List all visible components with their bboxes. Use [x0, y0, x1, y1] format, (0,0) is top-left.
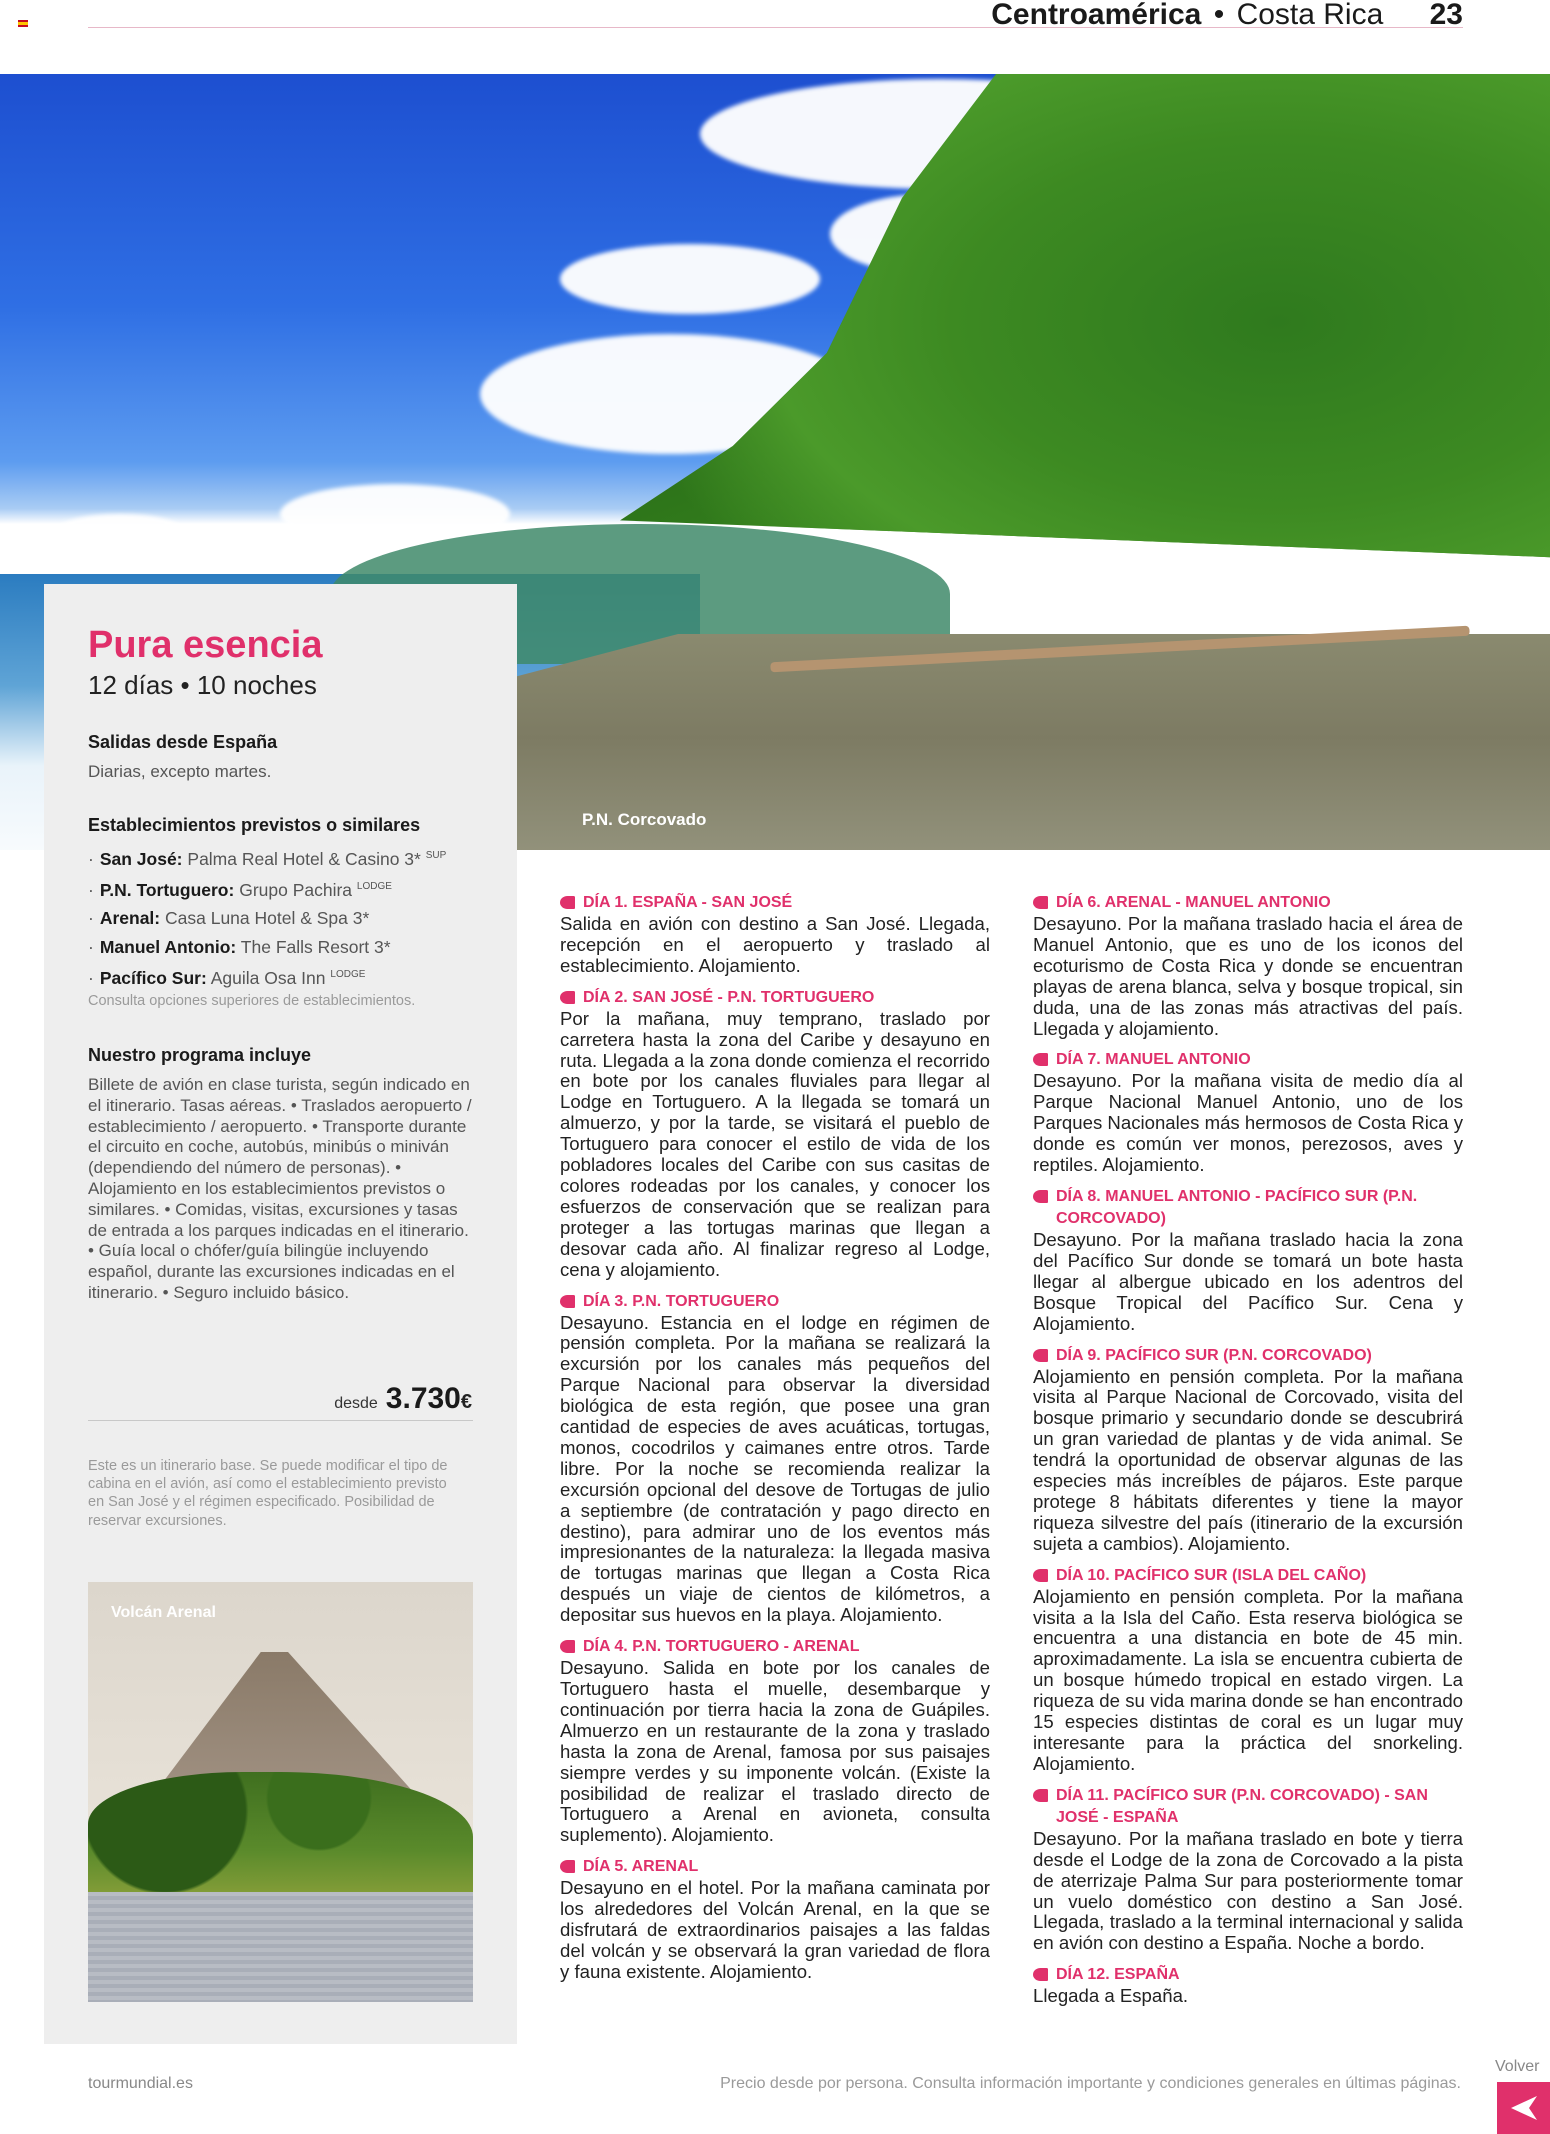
- header-country: Costa Rica: [1236, 0, 1384, 31]
- day-entry: [1033, 1964, 1463, 2007]
- arrow-bullet-icon: [1033, 1968, 1048, 1981]
- day-text: Salida en avión con destino a San José. Llegada, recepción en el aeropuerto y traslado al establecimiento. Alojamiento.: [560, 913, 990, 976]
- back-arrow-icon: [1509, 2093, 1539, 2123]
- hotel-name: Casa Luna Hotel & Spa 3*: [165, 908, 370, 929]
- day-entry: [560, 1636, 990, 1846]
- day-title: DÍA 6. ARENAL - MANUEL ANTONIO: [1056, 894, 1331, 911]
- day-text: Desayuno. Por la mañana visita de medio día al Parque Nacional Manuel Antonio, uno de los Parques Nacionales más hermosos de Costa Rica y donde es común ver monos, perezosos, aves y reptiles. Alojamiento.: [1033, 1070, 1463, 1176]
- day-title: DÍA 5. ARENAL: [583, 1858, 699, 1876]
- day-text: Llegada a España.: [1033, 1985, 1189, 2007]
- includes-title: Nuestro programa incluye: [88, 1045, 312, 1065]
- day-title: DÍA 7. MANUEL ANTONIO: [1056, 1051, 1251, 1069]
- hotel-item: · Arenal: Casa Luna Hotel & Spa 3*: [88, 908, 370, 929]
- day-text: Alojamiento en pensión completa. Por la mañana visita al Parque Nacional de Corcovado, visita del bosque primario y secundario donde se descubrirá un gran variedad de plantas y de vida animal. Se tendrá la oportunidad de observar algunas de las especies más increíbles de pájaros. Este parque protege 8 hábitats diferentes y tiene la mayor riqueza silvestre del país (itinerario de la excursión sujeta a cambios). Alojamiento.: [1033, 1365, 1463, 1554]
- day-entry: [1033, 892, 1463, 1039]
- arrow-bullet-icon: [560, 1295, 575, 1308]
- hotel-category: LODGE: [356, 881, 392, 893]
- day-entry: [560, 1291, 990, 1627]
- arrow-bullet-icon: [1033, 1789, 1048, 1802]
- departures-text: Diarias, excepto martes.: [88, 762, 272, 781]
- day-title: DÍA 12. ESPAÑA: [1056, 1966, 1180, 1984]
- hotel-place: Pacífico Sur:: [99, 967, 207, 988]
- arrow-bullet-icon: [1033, 896, 1048, 909]
- day-entry: [1033, 1785, 1463, 1954]
- footer-website: tourmundial.es: [88, 2075, 193, 2092]
- hotels-title: Establecimientos previstos o similares: [88, 815, 421, 835]
- hotel-item: · San José: Palma Real Hotel & Casino 3* $^{SUP}$: [88, 848, 447, 869]
- hotel-category: LODGE: [330, 968, 366, 980]
- day-title: DÍA 1. ESPAÑA - SAN JOSÉ: [583, 894, 793, 911]
- day-entry: [1033, 1345, 1463, 1555]
- day-title: DÍA 9. PACÍFICO SUR (P.N. CORCOVADO): [1056, 1346, 1372, 1364]
- itinerary-column-2: [1033, 892, 1463, 2017]
- page-number: 23: [1429, 0, 1463, 31]
- arrow-bullet-icon: [560, 991, 575, 1004]
- back-button[interactable]: [1497, 2082, 1550, 2134]
- header-region: Centroamérica: [991, 0, 1202, 31]
- hotel-item: · Pacífico Sur: Aguila Osa Inn $^{LODGE}$: [88, 967, 366, 988]
- hotel-place: Manuel Antonio:: [99, 936, 237, 957]
- itinerary-disclaimer: Este es un itinerario base. Se puede modificar el tipo de cabina en el avión, así como el establecimiento previsto en San José y el régimen especificado. Posibilidad de reservar excursiones.: [88, 1458, 448, 1529]
- spain-flag-icon: [18, 20, 28, 27]
- day-title: DÍA 11. PACÍFICO SUR (P.N. CORCOVADO) - SAN JOSÉ - ESPAÑA: [1056, 1786, 1428, 1826]
- hotel-item: · Manuel Antonio: The Falls Resort 3*: [88, 936, 391, 957]
- day-text: Alojamiento en pensión completa. Por la mañana visita a la Isla del Caño. Esta reserva biológica se encuentra a una distancia en bote de 45 min. aproximadamente. La isla se encuentra cubierta de un bosque húmedo tropical en estado virgen. La riqueza de su vida marina donde se han encontrado 15 especies distintas de coral es un lugar muy interesante para la práctica del snorkeling. Alojamiento.: [1033, 1585, 1463, 1774]
- day-title: DÍA 4. P.N. TORTUGUERO - ARENAL: [583, 1638, 860, 1656]
- price-block: [334, 1382, 472, 1416]
- day-text: Desayuno. Estancia en el lodge en régimen de pensión completa. Por la mañana se realizará la excursión por los canales más pequeños del Parque Nacional para observar la diversidad biológica de esta región, que posee una gran cantidad de especies de aves acuáticas, tortugas, monos, cocodrilos y caimanes entre otros. Tarde libre. Por la noche se recomienda realizar la excursión opcional del desove de Tortugas de julio a septiembre (de contratación y pago directo en destino), para admirar uno de los eventos más impresionantes de la naturaleza: la llegada masiva de tortugas marinas que llegan a Costa Rica después un viaje de cientos de kilómetros, a depositar sus huevos en la playa. Alojamiento.: [560, 1311, 990, 1626]
- day-title: DÍA 2. SAN JOSÉ - P.N. TORTUGUERO: [583, 988, 875, 1006]
- itinerary-column-1: [560, 892, 990, 1993]
- hotel-list: [88, 842, 508, 992]
- trip-duration: 12 días • 10 noches: [88, 670, 317, 700]
- hotel-name: Grupo Pachira: [239, 879, 353, 900]
- arrow-bullet-icon: [560, 1860, 575, 1873]
- day-title: DÍA 3. P.N. TORTUGUERO: [583, 1292, 780, 1310]
- price-divider: [88, 1420, 473, 1421]
- price-from-label: desde: [334, 1395, 378, 1412]
- day-text: Desayuno en el hotel. Por la mañana caminata por los alrededores del Volcán Arenal, en la que se disfrutará de extraordinarios paisajes a las faldas del volcán y se observará la gran variedad de flora y fauna existente. Alojamiento.: [560, 1877, 990, 1982]
- day-text: Desayuno. Por la mañana traslado hacia la zona del Pacífico Sur donde se tomará un bote hasta llegar al albergue ubicado en los adentros del Bosque Tropical del Pacífico Sur. Cena y Alojamiento.: [1033, 1228, 1463, 1334]
- departures-title: Salidas desde España: [88, 732, 278, 752]
- back-label: Volver: [1495, 2058, 1540, 2075]
- trip-title: Pura esencia: [88, 624, 323, 666]
- price-amount: 3.730: [385, 1382, 461, 1415]
- day-title: DÍA 8. MANUEL ANTONIO - PACÍFICO SUR (P.N. CORCOVADO): [1056, 1187, 1418, 1227]
- day-entry: [560, 1856, 990, 1983]
- volcano-caption: Volcán Arenal: [111, 1604, 216, 1621]
- hotel-item: · P.N. Tortuguero: Grupo Pachira $^{LODGE}$: [88, 879, 392, 900]
- day-text: Desayuno. Por la mañana traslado hacia el área de Manuel Antonio, que es uno de los iconos del ecoturismo de Costa Rica y donde se encuentran playas de arena blanca, selva y bosque tropical, sin duda, una de las zonas más atractivas del país. Llegada y alojamiento.: [1033, 913, 1463, 1039]
- day-entry: [560, 987, 990, 1281]
- page-header: [991, 0, 1463, 32]
- day-title: DÍA 10. PACÍFICO SUR (ISLA DEL CAÑO): [1056, 1566, 1367, 1584]
- hotel-place: Arenal:: [99, 908, 161, 929]
- day-text: Por la mañana, muy temprano, traslado por carretera hasta la zona del Caribe y desayuno en ruta. Llegada a la zona donde comienza el recorrido en bote por los canales fluviales para llegar al Lodge en Tortuguero. A la llegada se tomará un almuerzo, y por la tarde, se visitará el pueblo de Tortuguero para conocer el estilo de vida de los pobladores locales del Caribe con sus casitas de colores rodeadas por los canales, y conocer los esfuerzos de conservación que se realizan para proteger a las tortugas marinas que llegan a desovar cada año. Al finalizar regreso al Lodge, cena y alojamiento.: [560, 1007, 990, 1280]
- volcano-photo: [88, 1582, 473, 2002]
- day-text: Desayuno. Por la mañana traslado en bote y tierra desde el Lodge de la zona de Corcovado a la pista de aterrizaje Palma Sur para posteriormente tomar un vuelo doméstico con destino a San José. Llegada, traslado a la terminal internacional y salida en avión con destino a España. Noche a bordo.: [1033, 1827, 1463, 1954]
- day-entry: [1033, 1186, 1463, 1335]
- hotels-note: Consulta opciones superiores de establecimientos.: [88, 993, 416, 1009]
- arrow-bullet-icon: [1033, 1190, 1048, 1203]
- day-entry: [1033, 1049, 1463, 1176]
- hotel-name: Palma Real Hotel & Casino 3*: [187, 848, 421, 869]
- hotel-name: Aguila Osa Inn: [210, 967, 326, 988]
- hotel-place: P.N. Tortuguero:: [99, 879, 235, 900]
- header-separator: •: [1213, 0, 1225, 31]
- day-text: Desayuno. Salida en bote por los canales de Tortuguero hasta el muelle, desembarque y continuación por tierra hacia la zona de Guápiles. Almuerzo en un restaurante de la zona y traslado hasta la zona de Arenal, famosa por sus paisajes siempre verdes y su imponente volcán. (Existe la posibilidad de realizar el traslado directo de Tortuguero a Arenal en avioneta, consulta suplemento). Alojamiento.: [560, 1657, 990, 1846]
- hotel-place: San José:: [99, 848, 183, 869]
- arrow-bullet-icon: [1033, 1053, 1048, 1066]
- arrow-bullet-icon: [560, 1640, 575, 1653]
- hotel-category: SUP: [425, 850, 447, 861]
- lake: [88, 1892, 473, 2002]
- day-entry: [560, 892, 990, 977]
- forest: [88, 1772, 473, 1902]
- arrow-bullet-icon: [1033, 1569, 1048, 1582]
- day-entry: [1033, 1565, 1463, 1775]
- footer-note: Precio desde por persona. Consulta información importante y condiciones generales en últimas páginas.: [720, 2075, 1461, 2092]
- includes-text: Billete de avión en clase turista, según indicado en el itinerario. Tasas aéreas. • Traslados aeropuerto / establecimiento / aeropuerto. • Transporte durante el circuito en coche, autobús, minibús o miniván (dependiendo del número de personas). • Alojamiento en los establecimientos previstos o similares. • Comidas, visitas, excursiones y tasas de entrada a los parques indicadas en el itinerario. • Guía local o chófer/guía bilingüe incluyendo español, durante las excursiones indicadas en el itinerario. • Seguro incluido básico.: [88, 1075, 472, 1302]
- price-currency: €: [460, 1391, 472, 1413]
- hotel-name: The Falls Resort 3*: [240, 936, 391, 957]
- arrow-bullet-icon: [560, 896, 575, 909]
- arrow-bullet-icon: [1033, 1349, 1048, 1362]
- hero-caption: P.N. Corcovado: [582, 810, 707, 829]
